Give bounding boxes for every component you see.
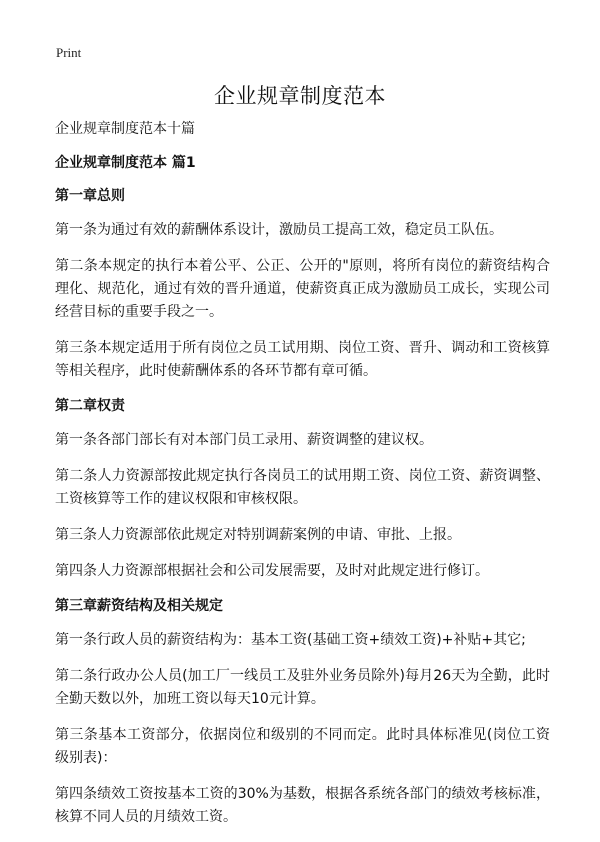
document-body [55,119,550,842]
print-link[interactable]: Print [56,45,82,60]
document-subtitle: 企业规章制度范本十篇 [55,121,195,137]
section-heading: 企业规章制度范本 篇1 [55,155,196,171]
paragraph: 第二条本规定的执行本着公平、公正、公开的"原则，将所有岗位的薪资结构合理化、规范化，通过有效的晋升通道，使薪资真正成为激励员工成长，实现公司经营目标的重要手段之一。 [55,258,550,320]
paragraph: 第一条为通过有效的薪酬体系设计，激励员工提高工效，稳定员工队伍。 [55,222,503,238]
chapter-2-heading: 第二章权责 [55,398,125,414]
paragraph: 第三条人力资源部依此规定对特别调薪案例的申请、审批、上报。 [55,527,461,543]
paragraph: 第四条人力资源部根据社会和公司发展需要，及时对此规定进行修订。 [55,563,489,579]
paragraph: 第三条本规定适用于所有岗位之员工试用期、岗位工资、晋升、调动和工资核算等相关程序，此时使薪酬体系的各环节都有章可循。 [55,340,550,379]
chapter-3-heading: 第三章薪资结构及相关规定 [55,598,223,614]
paragraph: 第二条行政办公人员(加工厂一线员工及驻外业务员除外)每月26天为全勤，此时全勤天数以外，加班工资以每天10元计算。 [55,668,550,707]
paragraph: 第二条人力资源部按此规定执行各岗员工的试用期工资、岗位工资、薪资调整、工资核算等工作的建议权限和审核权限。 [55,468,550,507]
paragraph: 第一条行政人员的薪资结构为：基本工资(基础工资+绩效工资)+补贴+其它; [55,632,526,648]
chapter-1-heading: 第一章总则 [55,188,125,204]
paragraph: 第四条绩效工资按基本工资的30%为基数，根据各系统各部门的绩效考核标准，核算不同人员的月绩效工资。 [55,786,550,825]
paragraph: 第三条基本工资部分，依据岗位和级别的不同而定。此时具体标准见(岗位工资级别表)： [55,727,550,766]
paragraph: 第一条各部门部长有对本部门员工录用、薪资调整的建议权。 [55,432,433,448]
document-title: 企业规章制度范本 [214,84,386,108]
